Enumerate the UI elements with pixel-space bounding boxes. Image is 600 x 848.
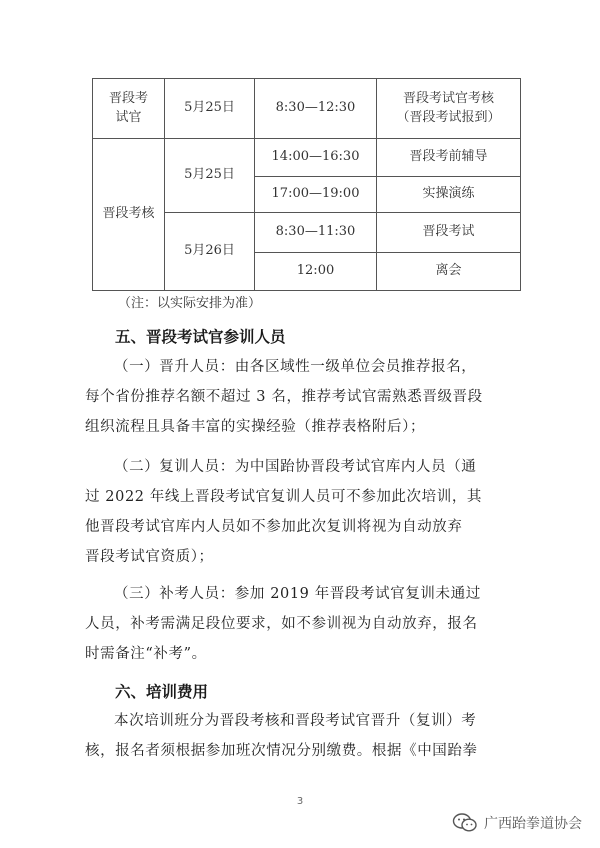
item-cell: 晋段考试 xyxy=(377,213,521,253)
table-note: （注：以实际安排为准） xyxy=(118,296,262,311)
item-cell: 实操演练 xyxy=(377,177,521,213)
paragraph-promotion: （一）晋升人员：由各区域性一级单位会员推荐报名， 每个省份推荐名额不超过 3 名，推荐考试官需熟悉晋级晋段 组织流程且具备丰富的实操经验（推荐表格附后）； xyxy=(85,359,483,435)
category-cell: 晋段考核 xyxy=(93,139,165,291)
section-heading-participants: 五、晋段考试官参训人员 xyxy=(115,328,286,346)
paragraph-retraining: （二）复训人员：为中国跆协晋段考试官库内人员（通 过 2022 年线上晋段考试官复训人员可不参加此次培训，其 他晋段考试官库内人员如不参加此次复训将视为自动放弃 晋段考试官资质）； xyxy=(85,459,483,565)
watermark xyxy=(452,812,582,834)
schedule-table xyxy=(92,78,521,291)
table-row xyxy=(93,79,521,139)
time-cell: 12:00 xyxy=(255,253,377,291)
section-heading-fees: 六、培训费用 xyxy=(115,683,209,701)
item-cell: 晋段考前辅导 xyxy=(377,139,521,177)
time-cell: 17:00—19:00 xyxy=(255,177,377,213)
date-cell: 5月25日 xyxy=(165,79,255,139)
category-cell: 晋段考 试官 xyxy=(93,79,165,139)
table-row xyxy=(93,139,521,177)
wechat-icon xyxy=(452,812,478,834)
date-cell: 5月25日 xyxy=(165,139,255,213)
paragraph-fees: 本次培训班分为晋段考核和晋段考试官晋升（复训）考 核，报名者须根据参加班次情况分别缴费。根据《中国跆拳 xyxy=(85,713,478,759)
item-cell: 晋段考试官考核 （晋段考试报到） xyxy=(377,79,521,139)
paragraph-makeup-exam: （三）补考人员：参加 2019 年晋段考试官复训未通过 人员，补考需满足段位要求，如不参训视为自动放弃，报名 时需备注“补考”。 xyxy=(85,586,481,662)
time-cell: 8:30—11:30 xyxy=(255,213,377,253)
date-cell: 5月26日 xyxy=(165,213,255,291)
time-cell: 14:00—16:30 xyxy=(255,139,377,177)
watermark-text: 广西跆拳道协会 xyxy=(484,816,582,832)
item-cell: 离会 xyxy=(377,253,521,291)
page-number: 3 xyxy=(296,796,304,807)
time-cell: 8:30—12:30 xyxy=(255,79,377,139)
